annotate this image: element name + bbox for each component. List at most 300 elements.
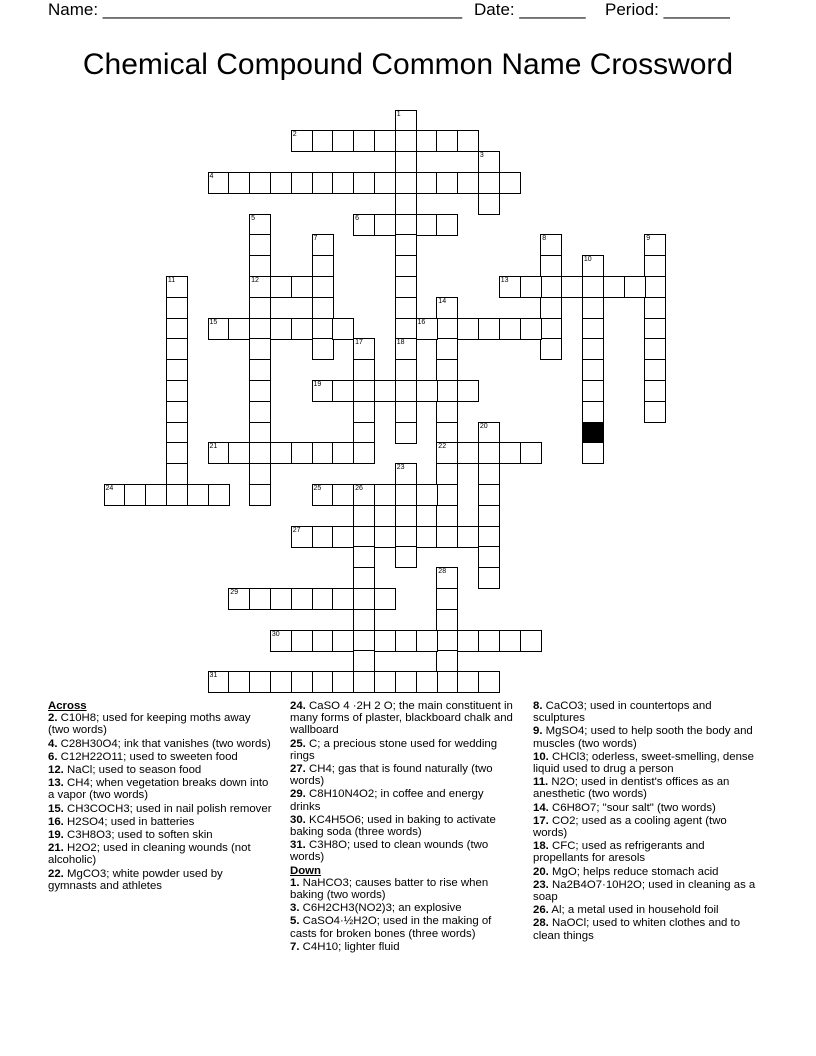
grid-cell[interactable]	[166, 484, 188, 506]
clue-item	[48, 738, 274, 750]
grid-cell[interactable]	[395, 234, 417, 256]
clue-item	[290, 839, 516, 863]
grid-cell[interactable]	[291, 671, 313, 693]
clue-item	[533, 904, 759, 916]
grid-cell[interactable]	[644, 234, 666, 256]
grid-cell[interactable]	[436, 380, 458, 402]
grid-cell[interactable]	[395, 338, 417, 360]
grid-cell[interactable]	[478, 422, 500, 444]
grid-cell[interactable]	[395, 630, 417, 652]
grid-cell[interactable]	[582, 359, 604, 381]
clue-number: 5	[251, 214, 255, 222]
grid-cell[interactable]	[540, 318, 562, 340]
grid-cell[interactable]	[312, 297, 334, 319]
grid-cell[interactable]	[436, 484, 458, 506]
grid-cell[interactable]	[249, 297, 271, 319]
grid-cell[interactable]	[249, 380, 271, 402]
clue-number-label: 13.	[48, 777, 64, 790]
clue-column-3	[533, 700, 759, 943]
grid-cell[interactable]	[374, 630, 396, 652]
clue-number: 11	[167, 276, 176, 284]
grid-cell[interactable]	[353, 609, 375, 631]
grid-cell[interactable]	[499, 276, 521, 298]
grid-cell[interactable]	[416, 526, 438, 548]
grid-cell[interactable]	[478, 567, 500, 589]
grid-cell[interactable]	[520, 276, 542, 298]
grid-cell[interactable]	[644, 380, 666, 402]
grid-cell[interactable]	[540, 234, 562, 256]
grid-cell[interactable]	[374, 484, 396, 506]
grid-cell[interactable]	[270, 442, 292, 464]
grid-cell[interactable]	[312, 442, 334, 464]
grid-cell[interactable]	[104, 484, 126, 506]
grid-cell[interactable]	[312, 255, 334, 277]
clue-text: H2O2; used in cleaning wounds (not alcoholic)	[48, 842, 251, 867]
grid-cell[interactable]	[395, 318, 417, 340]
grid-cell[interactable]	[166, 359, 188, 381]
grid-cell[interactable]	[166, 380, 188, 402]
grid-cell[interactable]	[353, 484, 375, 506]
grid-cell[interactable]	[520, 442, 542, 464]
grid-cell[interactable]	[436, 422, 458, 444]
grid-cell[interactable]	[395, 193, 417, 215]
clue-number-label: 4.	[48, 737, 58, 750]
grid-cell[interactable]	[353, 588, 375, 610]
grid-cell[interactable]	[291, 276, 313, 298]
clue-text: CHCl3; oderless, sweet-smelling, dense liquid used to drug a person	[533, 750, 754, 776]
clue-text: CO2; used as a cooling agent (two words)	[533, 814, 727, 840]
grid-cell[interactable]	[582, 276, 604, 298]
clue-text: C3H8O3; used to soften skin	[63, 829, 213, 842]
grid-cell[interactable]	[478, 546, 500, 568]
clue-text: CH4; gas that is found naturally (two words)	[290, 763, 493, 788]
grid-cell[interactable]	[540, 338, 562, 360]
grid-cell[interactable]	[374, 588, 396, 610]
grid-cell[interactable]	[353, 546, 375, 568]
clue-item	[290, 814, 516, 838]
grid-cell[interactable]	[395, 297, 417, 319]
grid-cell[interactable]	[416, 214, 438, 236]
grid-cell[interactable]	[582, 442, 604, 464]
clue-item	[290, 915, 516, 939]
date-line[interactable]: Date: _______	[474, 0, 586, 19]
grid-cell[interactable]	[499, 630, 521, 652]
grid-cell[interactable]	[603, 276, 625, 298]
clue-number-label: 18.	[533, 840, 549, 853]
clue-number: 18	[396, 339, 405, 347]
grid-cell[interactable]	[270, 671, 292, 693]
grid-cell[interactable]	[540, 297, 562, 319]
grid-cell[interactable]	[374, 214, 396, 236]
grid-cell[interactable]	[499, 172, 521, 194]
grid-cell[interactable]	[166, 401, 188, 423]
grid-cell[interactable]	[644, 297, 666, 319]
grid-cell[interactable]	[416, 130, 438, 152]
grid-cell[interactable]	[270, 172, 292, 194]
grid-cell[interactable]	[436, 172, 458, 194]
page-title: Chemical Compound Common Name Crossword	[82, 48, 734, 81]
grid-cell[interactable]	[332, 484, 354, 506]
grid-cell[interactable]	[332, 671, 354, 693]
grid-cell[interactable]	[436, 130, 458, 152]
clue-item	[48, 764, 274, 776]
grid-cell[interactable]	[332, 588, 354, 610]
grid-cell[interactable]	[499, 442, 521, 464]
grid-cell[interactable]	[208, 172, 230, 194]
grid-cell[interactable]	[249, 255, 271, 277]
grid-cell[interactable]	[312, 484, 334, 506]
grid-cell[interactable]	[291, 630, 313, 652]
grid-cell[interactable]	[644, 338, 666, 360]
grid-cell[interactable]	[395, 172, 417, 194]
grid-cell[interactable]	[249, 338, 271, 360]
grid-cell[interactable]	[249, 442, 271, 464]
clue-number-label: 20.	[533, 865, 549, 878]
grid-cell[interactable]	[353, 359, 375, 381]
grid-cell[interactable]	[249, 671, 271, 693]
clue-number: 3	[479, 152, 484, 160]
grid-cell[interactable]	[457, 526, 479, 548]
grid-cell[interactable]	[208, 318, 230, 340]
clue-number: 9	[646, 235, 651, 243]
grid-cell[interactable]	[520, 630, 542, 652]
grid-cell[interactable]	[208, 484, 230, 506]
grid-cell[interactable]	[416, 630, 438, 652]
grid-cell[interactable]	[353, 671, 375, 693]
clue-number-label: 31.	[290, 839, 306, 852]
grid-cell[interactable]	[457, 630, 479, 652]
clue-number: 10	[583, 256, 592, 264]
grid-cell[interactable]	[436, 505, 458, 527]
clue-number: 30	[271, 630, 280, 638]
grid-cell[interactable]	[312, 588, 334, 610]
grid-cell[interactable]	[395, 276, 417, 298]
grid-cell[interactable]	[644, 318, 666, 340]
grid-cell[interactable]	[416, 318, 438, 340]
grid-cell[interactable]	[644, 255, 666, 277]
grid-cell[interactable]	[353, 505, 375, 527]
grid-cell[interactable]	[478, 151, 500, 173]
grid-cell[interactable]	[353, 422, 375, 444]
clue-number: 24	[105, 484, 114, 492]
clue-number-label: 25.	[290, 737, 306, 750]
grid-cell[interactable]	[312, 234, 334, 256]
grid-cell[interactable]	[478, 442, 500, 464]
grid-cell[interactable]	[249, 484, 271, 506]
clue-number: 4	[209, 172, 214, 180]
grid-cell[interactable]	[312, 630, 334, 652]
grid-cell[interactable]	[436, 526, 458, 548]
clue-number-label: 30.	[290, 813, 306, 826]
grid-cell[interactable]	[166, 422, 188, 444]
grid-cell[interactable]	[624, 276, 646, 298]
grid-cell[interactable]	[416, 380, 438, 402]
grid-cell[interactable]	[353, 214, 375, 236]
clue-number: 27	[292, 526, 301, 534]
clue-number-label: 3.	[290, 902, 300, 915]
grid-cell[interactable]	[416, 484, 438, 506]
clue-number: 6	[355, 214, 359, 222]
grid-cell[interactable]	[436, 401, 458, 423]
grid-cell[interactable]	[457, 380, 479, 402]
grid-cell[interactable]	[582, 401, 604, 423]
clue-number: 16	[417, 318, 426, 326]
grid-cell[interactable]	[353, 630, 375, 652]
grid-cell[interactable]	[416, 671, 438, 693]
grid-cell[interactable]	[582, 380, 604, 402]
grid-cell[interactable]	[166, 318, 188, 340]
grid-cell[interactable]	[395, 130, 417, 152]
grid-cell[interactable]	[228, 172, 250, 194]
grid-cell[interactable]	[395, 255, 417, 277]
clue-text: CFC; used as refrigerants and propellants for aresols	[533, 840, 705, 865]
grid-cell[interactable]	[395, 422, 417, 444]
grid-cell[interactable]	[332, 442, 354, 464]
clue-item	[533, 700, 759, 724]
clue-item	[533, 725, 759, 749]
grid-cell[interactable]	[228, 318, 250, 340]
grid-cell[interactable]	[249, 588, 271, 610]
grid-cell[interactable]	[416, 172, 438, 194]
grid-cell[interactable]	[353, 130, 375, 152]
grid-cell[interactable]	[644, 359, 666, 381]
grid-cell[interactable]	[436, 463, 458, 485]
grid-cell[interactable]	[395, 484, 417, 506]
grid-cell[interactable]	[353, 172, 375, 194]
grid-cell[interactable]	[478, 671, 500, 693]
grid-cell[interactable]	[124, 484, 146, 506]
grid-cell[interactable]	[249, 463, 271, 485]
clue-number-label: 17.	[533, 814, 549, 827]
grid-cell[interactable]	[395, 546, 417, 568]
clue-text: N2O; used in dentist's offices as an anesthetic (two words)	[533, 776, 730, 801]
grid-cell[interactable]	[353, 526, 375, 548]
grid-cell[interactable]	[332, 130, 354, 152]
clue-number: 22	[438, 443, 447, 451]
grid-cell[interactable]	[478, 318, 500, 340]
clue-number-label: 6.	[48, 750, 58, 763]
clue-column-1	[48, 700, 274, 893]
clue-item	[533, 866, 759, 878]
grid-cell[interactable]	[478, 193, 500, 215]
grid-cell[interactable]	[395, 359, 417, 381]
grid-cell[interactable]	[478, 172, 500, 194]
clue-item	[48, 777, 274, 801]
grid-cell[interactable]	[249, 401, 271, 423]
grid-cell[interactable]	[208, 671, 230, 693]
clue-number: 14	[438, 297, 447, 305]
clue-section-heading: Across	[48, 700, 87, 712]
grid-cell[interactable]	[395, 671, 417, 693]
grid-cell[interactable]	[312, 671, 334, 693]
grid-cell[interactable]	[395, 380, 417, 402]
clue-number-label: 21.	[48, 842, 64, 855]
grid-cell[interactable]	[478, 484, 500, 506]
grid-cell[interactable]	[436, 588, 458, 610]
grid-cell[interactable]	[312, 318, 334, 340]
grid-cell[interactable]	[249, 276, 271, 298]
grid-cell[interactable]	[374, 172, 396, 194]
grid-cell[interactable]	[353, 567, 375, 589]
clue-item	[533, 879, 759, 903]
clue-number: 12	[251, 276, 259, 284]
grid-cell[interactable]	[395, 110, 417, 132]
grid-cell[interactable]	[478, 463, 500, 485]
grid-cell[interactable]	[228, 671, 250, 693]
grid-cell[interactable]	[166, 338, 188, 360]
clue-number: 23	[396, 464, 405, 472]
grid-cell[interactable]	[312, 380, 334, 402]
grid-cell[interactable]	[228, 588, 250, 610]
grid-cell[interactable]	[436, 630, 458, 652]
clue-item	[290, 738, 516, 762]
grid-cell[interactable]	[332, 526, 354, 548]
clue-number-label: 29.	[290, 788, 306, 801]
grid-cell[interactable]	[395, 505, 417, 527]
grid-cell[interactable]	[249, 234, 271, 256]
grid-cell[interactable]	[312, 526, 334, 548]
clue-number-label: 5.	[290, 915, 300, 928]
clue-item	[48, 868, 274, 892]
grid-cell[interactable]	[270, 588, 292, 610]
clue-text: CH4; when vegetation breaks down into a vapor (two words)	[48, 777, 269, 802]
grid-cell[interactable]	[436, 567, 458, 589]
grid-cell[interactable]	[166, 463, 188, 485]
clue-number: 25	[313, 484, 322, 492]
grid-cell[interactable]	[436, 650, 458, 672]
grid-cell[interactable]	[478, 630, 500, 652]
grid-cell[interactable]	[582, 255, 604, 277]
clue-number-label: 12.	[48, 764, 64, 777]
grid-cell[interactable]	[374, 526, 396, 548]
grid-cell[interactable]	[291, 588, 313, 610]
period-line[interactable]: Period: _______	[605, 0, 730, 19]
grid-cell[interactable]	[249, 359, 271, 381]
grid-cell[interactable]	[457, 130, 479, 152]
grid-cell[interactable]	[312, 172, 334, 194]
clue-item	[48, 816, 274, 828]
grid-cell[interactable]	[353, 401, 375, 423]
grid-cell[interactable]	[395, 526, 417, 548]
grid-cell[interactable]	[249, 172, 271, 194]
grid-cell[interactable]	[249, 214, 271, 236]
grid-cell[interactable]	[478, 505, 500, 527]
clue-text: Na2B4O7·10H2O; used in cleaning as a soap	[533, 878, 756, 904]
grid-cell[interactable]	[561, 276, 583, 298]
grid-cell[interactable]	[395, 401, 417, 423]
clue-number: 8	[542, 235, 547, 243]
grid-cell[interactable]	[353, 338, 375, 360]
grid-cell[interactable]	[312, 130, 334, 152]
clue-number-label: 10.	[533, 750, 549, 763]
grid-cell[interactable]	[332, 172, 354, 194]
grid-cell[interactable]	[644, 401, 666, 423]
clue-text: C6H2CH3(NO2)3; an explosive	[299, 902, 462, 915]
grid-cell[interactable]	[499, 318, 521, 340]
grid-cell[interactable]	[332, 380, 354, 402]
grid-cell[interactable]	[395, 214, 417, 236]
grid-cell[interactable]	[436, 338, 458, 360]
grid-cell[interactable]	[166, 276, 188, 298]
grid-cell[interactable]	[187, 484, 209, 506]
grid-cell[interactable]	[395, 151, 417, 173]
grid-cell[interactable]	[436, 297, 458, 319]
grid-cell[interactable]	[312, 338, 334, 360]
grid-cell[interactable]	[291, 442, 313, 464]
grid-cell[interactable]	[166, 297, 188, 319]
grid-cell[interactable]	[374, 671, 396, 693]
clue-number-label: 11.	[533, 776, 549, 789]
grid-cell[interactable]	[353, 650, 375, 672]
grid-cell[interactable]	[374, 130, 396, 152]
grid-cell[interactable]	[436, 442, 458, 464]
grid-cell[interactable]	[478, 526, 500, 548]
grid-cell[interactable]	[457, 172, 479, 194]
clue-number: 17	[355, 339, 363, 347]
grid-cell[interactable]	[291, 526, 313, 548]
name-line[interactable]: Name: ______________________________________	[48, 0, 463, 19]
grid-cell[interactable]	[582, 318, 604, 340]
grid-cell[interactable]	[644, 276, 666, 298]
grid-cell[interactable]	[582, 297, 604, 319]
grid-cell[interactable]	[520, 318, 542, 340]
clue-item	[48, 712, 274, 736]
grid-cell[interactable]	[332, 630, 354, 652]
grid-cell[interactable]	[291, 172, 313, 194]
clue-item	[533, 917, 759, 941]
grid-cell[interactable]	[374, 380, 396, 402]
grid-cell[interactable]	[353, 380, 375, 402]
grid-cell[interactable]	[395, 463, 417, 485]
grid-cell[interactable]	[436, 318, 458, 340]
grid-cell[interactable]	[270, 630, 292, 652]
grid-cell[interactable]	[332, 318, 354, 340]
grid-cell[interactable]	[166, 442, 188, 464]
clue-number: 31	[209, 672, 218, 680]
grid-cell[interactable]	[270, 318, 292, 340]
grid-cell[interactable]	[436, 671, 458, 693]
clue-item	[290, 941, 516, 953]
grid-cell[interactable]	[353, 442, 375, 464]
grid-cell[interactable]	[457, 318, 479, 340]
grid-cell[interactable]	[249, 422, 271, 444]
grid-cell[interactable]	[312, 276, 334, 298]
grid-cell[interactable]	[291, 130, 313, 152]
clue-number-label: 16.	[48, 815, 64, 828]
grid-cell[interactable]	[228, 442, 250, 464]
clue-text: CaCO3; used in countertops and sculptures	[533, 700, 712, 725]
grid-cell[interactable]	[540, 276, 562, 298]
clue-text: C6H8O7; "sour salt" (two words)	[548, 801, 716, 814]
grid-cell[interactable]	[582, 338, 604, 360]
grid-cell[interactable]	[436, 214, 458, 236]
grid-cell[interactable]	[540, 255, 562, 277]
grid-cell[interactable]	[145, 484, 167, 506]
grid-cell[interactable]	[249, 318, 271, 340]
clue-text: C12H22O11; used to sweeten food	[57, 750, 238, 763]
clue-number-label: 14.	[533, 801, 549, 814]
grid-cell[interactable]	[436, 359, 458, 381]
clue-text: NaCl; used to season food	[63, 764, 202, 777]
grid-cell[interactable]	[208, 442, 230, 464]
grid-cell[interactable]	[270, 276, 292, 298]
grid-cell[interactable]	[457, 671, 479, 693]
grid-cell[interactable]	[457, 442, 479, 464]
grid-cell[interactable]	[291, 318, 313, 340]
clue-number-label: 28.	[533, 917, 549, 930]
grid-cell[interactable]	[436, 609, 458, 631]
clue-number: 2	[292, 131, 297, 139]
